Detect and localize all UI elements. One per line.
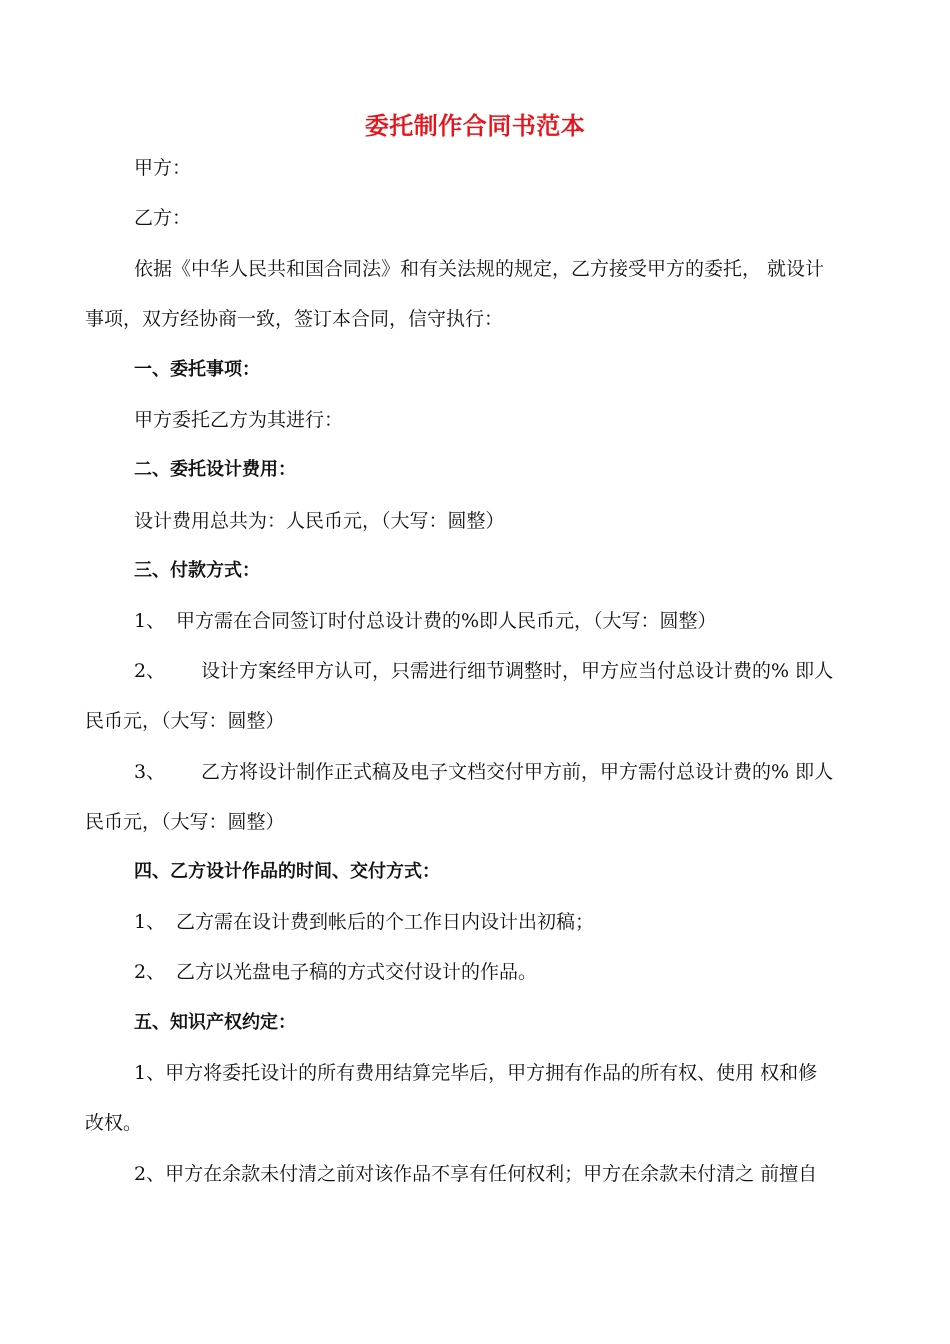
list-item-text: 设计方案经甲方认可，只需进行细节调整时，甲方应当付总设计费的% 即人 (201, 660, 834, 682)
party-a-label: 甲方： (134, 157, 192, 179)
section-3-item-1 (134, 608, 717, 634)
section-1-text: 甲方委托乙方为其进行： (134, 409, 344, 431)
section-2-heading: 二、委托设计费用： (134, 459, 296, 480)
party-b-label: 乙方： (134, 207, 192, 229)
list-number: 2、 (134, 961, 166, 983)
list-number: 2、 (134, 660, 166, 682)
section-4-heading: 四、乙方设计作品的时间、交付方式： (134, 861, 440, 882)
section-5-item-2: 2、甲方在余款未付清之前对该作品不享有任何权利；甲方在余款未付清之 前擅自 (134, 1163, 818, 1185)
section-3-item-2 (134, 658, 833, 684)
list-item-text: 乙方以光盘电子稿的方式交付设计的作品。 (176, 961, 538, 983)
section-5-heading: 五、知识产权约定： (134, 1012, 296, 1033)
section-5-item-1: 1、甲方将委托设计的所有费用结算完毕后，甲方拥有作品的所有权、使用 权和修 (134, 1062, 818, 1084)
section-3-heading: 三、付款方式： (134, 560, 260, 581)
list-number: 3、 (134, 761, 166, 783)
list-number: 1、 (134, 610, 166, 632)
document-title: 委托制作合同书范本 (364, 112, 586, 140)
section-5-item-1-continued: 改权。 (85, 1112, 143, 1134)
section-3-item-3-continued: 民币元，（大写：圆整） (85, 811, 285, 833)
section-3-item-3 (134, 759, 833, 785)
section-2-text: 设计费用总共为：人民币元，（大写：圆整） (134, 510, 505, 532)
list-item-text: 甲方需在合同签订时付总设计费的%即人民币元，（大写：圆整） (176, 610, 717, 632)
list-item-text: 乙方需在设计费到帐后的个工作日内设计出初稿； (176, 911, 595, 933)
list-item-text: 乙方将设计制作正式稿及电子文档交付甲方前，甲方需付总设计费的% 即人 (201, 761, 834, 783)
section-3-item-2-continued: 民币元，（大写：圆整） (85, 710, 285, 732)
list-number: 1、 (134, 911, 166, 933)
section-4-item-1 (134, 909, 594, 935)
intro-line-1: 依据《中华人民共和国合同法》和有关法规的规定，乙方接受甲方的委托， 就设计 (134, 258, 825, 280)
section-4-item-2 (134, 959, 537, 985)
intro-line-2: 事项，双方经协商一致，签订本合同，信守执行： (85, 308, 504, 330)
section-1-heading: 一、委托事项： (134, 359, 260, 380)
